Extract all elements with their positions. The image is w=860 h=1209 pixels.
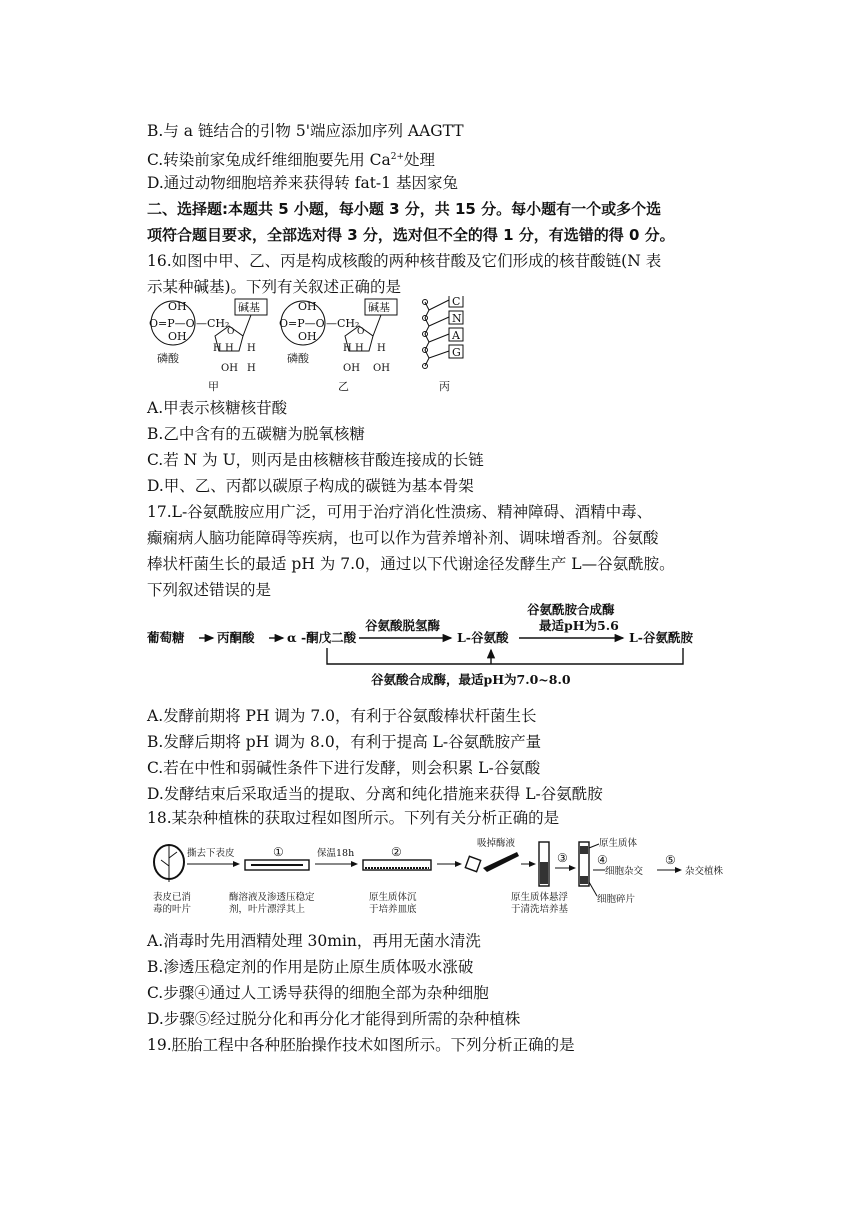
debris-label: 细胞碎片 bbox=[597, 894, 636, 905]
tube-label-2: 于清洗培养基 bbox=[511, 904, 569, 915]
jia-h4: H bbox=[247, 363, 256, 374]
q17-option-a: A.发酵前期将 PH 调为 7.0，有利于谷氨酸棒状杆菌生长 bbox=[147, 707, 537, 725]
keep-warm-label: 保温18h bbox=[317, 848, 355, 859]
glucose-label: 葡萄糖 bbox=[147, 630, 185, 645]
q17-stem-line4: 下列叙述错误的是 bbox=[147, 581, 272, 599]
leaf-label-1: 表皮已消 bbox=[153, 892, 192, 903]
jia-phosphate-label: 磷酸 bbox=[157, 352, 179, 365]
pipette-icon bbox=[483, 852, 519, 872]
jia-oh-sugar: OH bbox=[221, 363, 238, 374]
yi-oh-bottom: OH bbox=[298, 330, 317, 343]
tube-1-content bbox=[540, 862, 548, 884]
q17-pathway-figure bbox=[147, 600, 727, 692]
enzyme-gln-synthetase-2: 最适pH为5.6 bbox=[539, 618, 619, 633]
circ-3: ③ bbox=[557, 851, 568, 865]
q16-nucleotide-figure bbox=[147, 296, 487, 396]
feedback-bracket bbox=[327, 648, 683, 664]
q16-option-a: A.甲表示核糖核苷酸 bbox=[147, 399, 288, 417]
tube-2-debris bbox=[580, 876, 588, 884]
jia-ring-o: O bbox=[227, 327, 235, 337]
yi-oh-top: OH bbox=[298, 300, 317, 313]
section2-heading-line1: 二、选择题:本题共 5 小题，每小题 3 分，共 15 分。每小题有一个或多个选 bbox=[147, 200, 662, 218]
q18-process-figure bbox=[147, 832, 747, 928]
fusion-label: 细胞杂交 bbox=[605, 866, 644, 877]
circ-2: ② bbox=[391, 845, 402, 859]
q15-option-b: B.与 a 链结合的引物 5'端应添加序列 AAGTT bbox=[147, 122, 464, 140]
yi-phosphate-label: 磷酸 bbox=[287, 352, 309, 365]
q16-stem-line2: 示某种碱基)。下列有关叙述正确的是 bbox=[147, 278, 402, 296]
chain-base-2: N bbox=[452, 312, 462, 325]
section2-heading-line2: 项符合题目要求，全部选对得 3 分，选对但不全的得 1 分，有选错的得 0 分。 bbox=[147, 226, 675, 244]
yi-p-group: O=P—O bbox=[279, 317, 325, 330]
glu-label: L-谷氨酸 bbox=[457, 630, 509, 645]
dish1-label-2: 剂，叶片漂浮其上 bbox=[229, 904, 306, 915]
q19-stem: 19.胚胎工程中各种胚胎操作技术如图所示。下列分析正确的是 bbox=[147, 1036, 575, 1054]
label-bing: 丙 bbox=[439, 380, 450, 393]
tube-label-1: 原生质体悬浮 bbox=[511, 892, 569, 903]
circ-1: ① bbox=[273, 845, 284, 859]
q15-option-c bbox=[147, 147, 435, 170]
dish1-label-1: 酶溶液及渗透压稳定 bbox=[229, 892, 315, 903]
yi-oh-sugar-1: OH bbox=[343, 363, 360, 374]
suck-label: 吸掉酶液 bbox=[477, 838, 516, 849]
q17-stem-line2: 癫痫病人脑功能障碍等疾病，也可以作为营养增补剂、调味增香剂。谷氨酸 bbox=[147, 529, 659, 547]
enzyme-gln-synthetase-1: 谷氨酰胺合成酶 bbox=[527, 602, 615, 617]
pyruvate-label: 丙酮酸 bbox=[217, 630, 255, 645]
q15-option-d: D.通过动物细胞培养来获得转 fat-1 基因家兔 bbox=[147, 174, 458, 192]
q16-option-c: C.若 N 为 U，则丙是由核糖核苷酸连接成的长链 bbox=[147, 451, 484, 469]
q18-option-a: A.消毒时先用酒精处理 30min，再用无菌水清洗 bbox=[147, 932, 481, 950]
dish2-label-1: 原生质体沉 bbox=[369, 892, 417, 903]
tube-2-protoplast bbox=[580, 846, 588, 854]
hybrid-label: 杂交植株 bbox=[685, 866, 724, 877]
chain-base-4: G bbox=[452, 346, 461, 359]
yi-ch2: —CH₂ bbox=[326, 317, 360, 330]
q17-option-c: C.若在中性和弱碱性条件下进行发酵，则会积累 L-谷氨酸 bbox=[147, 759, 541, 777]
jia-oh-bottom: OH bbox=[168, 330, 187, 343]
proto-label: 原生质体 bbox=[599, 838, 638, 849]
circ-5: ⑤ bbox=[665, 853, 676, 867]
yi-oh-sugar-2: OH bbox=[373, 363, 390, 374]
jia-h1: H bbox=[213, 343, 222, 354]
yi-base-link bbox=[373, 315, 381, 336]
q16-option-b: B.乙中含有的五碳糖为脱氧核糖 bbox=[147, 425, 365, 443]
gln-label: L-谷氨酰胺 bbox=[629, 630, 693, 645]
q15c-text: C.转染前家兔成纤维细胞要先用 Ca bbox=[147, 151, 391, 170]
q17-option-b: B.发酵后期将 pH 调为 8.0，有利于提高 L-谷氨酰胺产量 bbox=[147, 733, 542, 751]
q18-option-b: B.渗透压稳定剂的作用是防止原生质体吸水涨破 bbox=[147, 958, 474, 976]
enzyme-glutamate-synthase: 谷氨酸合成酶，最适pH为7.0~8.0 bbox=[371, 672, 571, 687]
leaf-label-2: 毒的叶片 bbox=[153, 904, 192, 915]
label-jia: 甲 bbox=[208, 380, 219, 393]
step-peel-label: 撕去下表皮 bbox=[187, 848, 235, 859]
q16-stem-line1: 16.如图中甲、乙、丙是构成核酸的两种核苷酸及它们形成的核苷酸链(N 表 bbox=[147, 252, 662, 270]
yi-base-label: 碱基 bbox=[368, 301, 390, 314]
dish2-label-2: 于培养皿底 bbox=[369, 904, 417, 915]
proto-pointer bbox=[589, 844, 599, 848]
q17-stem-line3: 棒状杆菌生长的最适 pH 为 7.0，通过以下代谢途径发酵生产 L—谷氨酰胺。 bbox=[147, 555, 675, 573]
chain-base-1: C bbox=[452, 296, 461, 308]
jia-oh-top: OH bbox=[168, 300, 187, 313]
q17-option-d: D.发酵结束后采取适当的提取、分离和纯化措施来获得 L-谷氨酰胺 bbox=[147, 785, 603, 803]
jia-base-label: 碱基 bbox=[238, 301, 260, 314]
q16-option-d: D.甲、乙、丙都以碳原子构成的碳链为基本骨架 bbox=[147, 477, 474, 495]
jia-p-group: O=P—O bbox=[149, 317, 195, 330]
enzyme-glutamate-dehydrogenase: 谷氨酸脱氢酶 bbox=[365, 618, 441, 633]
debris-pointer bbox=[589, 882, 597, 896]
yi-h3: H bbox=[377, 343, 386, 354]
q18-option-c: C.步骤④通过人工诱导获得的细胞全部为杂种细胞 bbox=[147, 984, 489, 1002]
q15c-superscript: 2+ bbox=[390, 152, 405, 162]
yi-h1: H bbox=[343, 343, 352, 354]
chain-base-3: A bbox=[452, 329, 460, 342]
akg-label: α -酮戊二酸 bbox=[287, 630, 357, 645]
label-yi: 乙 bbox=[338, 380, 349, 393]
jia-h3: H bbox=[247, 343, 256, 354]
jia-ch2: —CH₂ bbox=[196, 317, 230, 330]
q18-stem: 18.某杂种植株的获取过程如图所示。下列有关分析正确的是 bbox=[147, 809, 560, 827]
q17-stem-line1: 17.L-谷氨酰胺应用广泛，可用于治疗消化性溃疡、精神障碍、酒精中毒、 bbox=[147, 503, 653, 521]
yi-h2: H bbox=[355, 343, 364, 354]
jia-h2: H bbox=[225, 343, 234, 354]
yi-ring-o: O bbox=[357, 327, 365, 337]
q18-option-d: D.步骤⑤经过脱分化和再分化才能得到所需的杂种植株 bbox=[147, 1010, 521, 1028]
jia-base-link bbox=[243, 315, 251, 336]
leaf-vein bbox=[161, 846, 177, 882]
q15c-text-end: 处理 bbox=[404, 151, 436, 170]
circ-4: ④ bbox=[597, 853, 608, 867]
tilted-dish bbox=[465, 856, 480, 871]
